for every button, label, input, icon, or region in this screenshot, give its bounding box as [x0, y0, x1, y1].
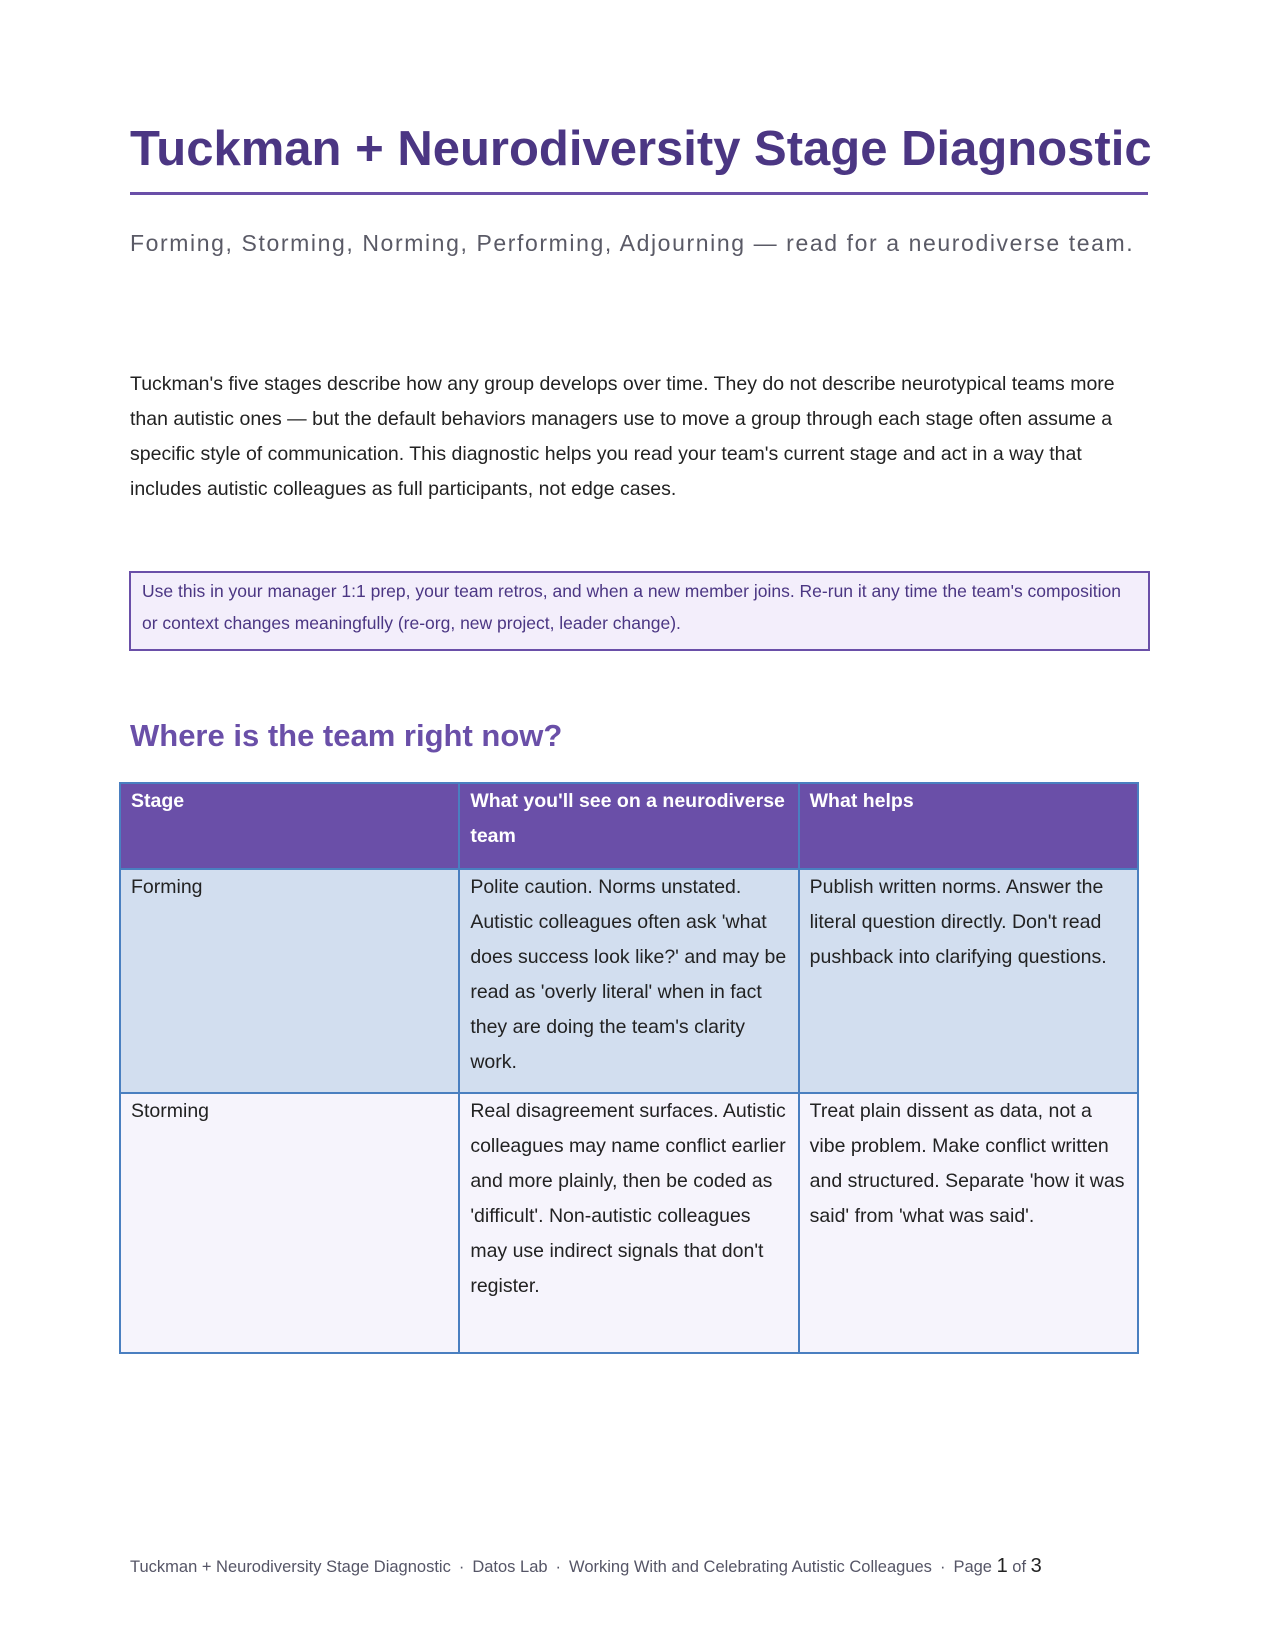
usage-callout: Use this in your manager 1:1 prep, your team retros, and when a new member joins. Re-run it any time the team's composition or context changes meaningfully (re-org, new project, leader change). [129, 571, 1150, 651]
footer-separator: · [458, 1558, 465, 1576]
page-title: Tuckman + Neurodiversity Stage Diagnostic [130, 122, 1152, 176]
footer-page-label: Page [953, 1558, 992, 1576]
footer-org: Datos Lab [472, 1558, 548, 1576]
page-subtitle: Forming, Storming, Norming, Performing, Adjourning — read for a neurodiverse team. [130, 230, 1135, 256]
table-row [120, 1093, 1138, 1353]
header-observe: What you'll see on a neurodiverse team [459, 783, 798, 869]
cell-observe: Polite caution. Norms unstated. Autistic colleagues often ask 'what does success look like?' and may be read as 'overly literal' when in fact they are doing the team's clarity work. [459, 869, 798, 1093]
cell-stage: Forming [120, 869, 459, 1093]
footer-separator: · [555, 1558, 562, 1576]
intro-paragraph: Tuckman's five stages describe how any group develops over time. They do not describe neurotypical teams more than autistic ones — but the default behaviors managers use to move a group through each stage often assume a specific style of communication. This diagnostic helps you read your team's current stage and act in a way that includes autistic colleagues as full participants, not edge cases. [130, 373, 1115, 500]
header-helps: What helps [799, 783, 1138, 869]
footer-page-of: of [1012, 1558, 1027, 1576]
title-divider [130, 192, 1148, 195]
stage-table [119, 782, 1139, 1354]
section-heading: Where is the team right now? [130, 718, 563, 753]
table-row [120, 869, 1138, 1093]
cell-helps: Treat plain dissent as data, not a vibe problem. Make conflict written and structured. Separate 'how it was said' from 'what was said'. [799, 1093, 1138, 1353]
footer-program: Working With and Celebrating Autistic Colleagues [569, 1558, 932, 1576]
cell-observe: Real disagreement surfaces. Autistic colleagues may name conflict earlier and more plainly, then be coded as 'difficult'. Non-autistic colleagues may use indirect signals that don't register. [459, 1093, 798, 1353]
footer-page-total: 3 [1030, 1555, 1042, 1577]
cell-helps: Publish written norms. Answer the literal question directly. Don't read pushback into clarifying questions. [799, 869, 1138, 1093]
table-header-row [120, 783, 1138, 869]
footer-separator: · [939, 1558, 946, 1576]
footer-doc-title: Tuckman + Neurodiversity Stage Diagnostic [130, 1558, 451, 1576]
page-footer [130, 1554, 1148, 1579]
header-stage: Stage [120, 783, 459, 869]
footer-page-current: 1 [996, 1555, 1008, 1577]
cell-stage: Storming [120, 1093, 459, 1353]
